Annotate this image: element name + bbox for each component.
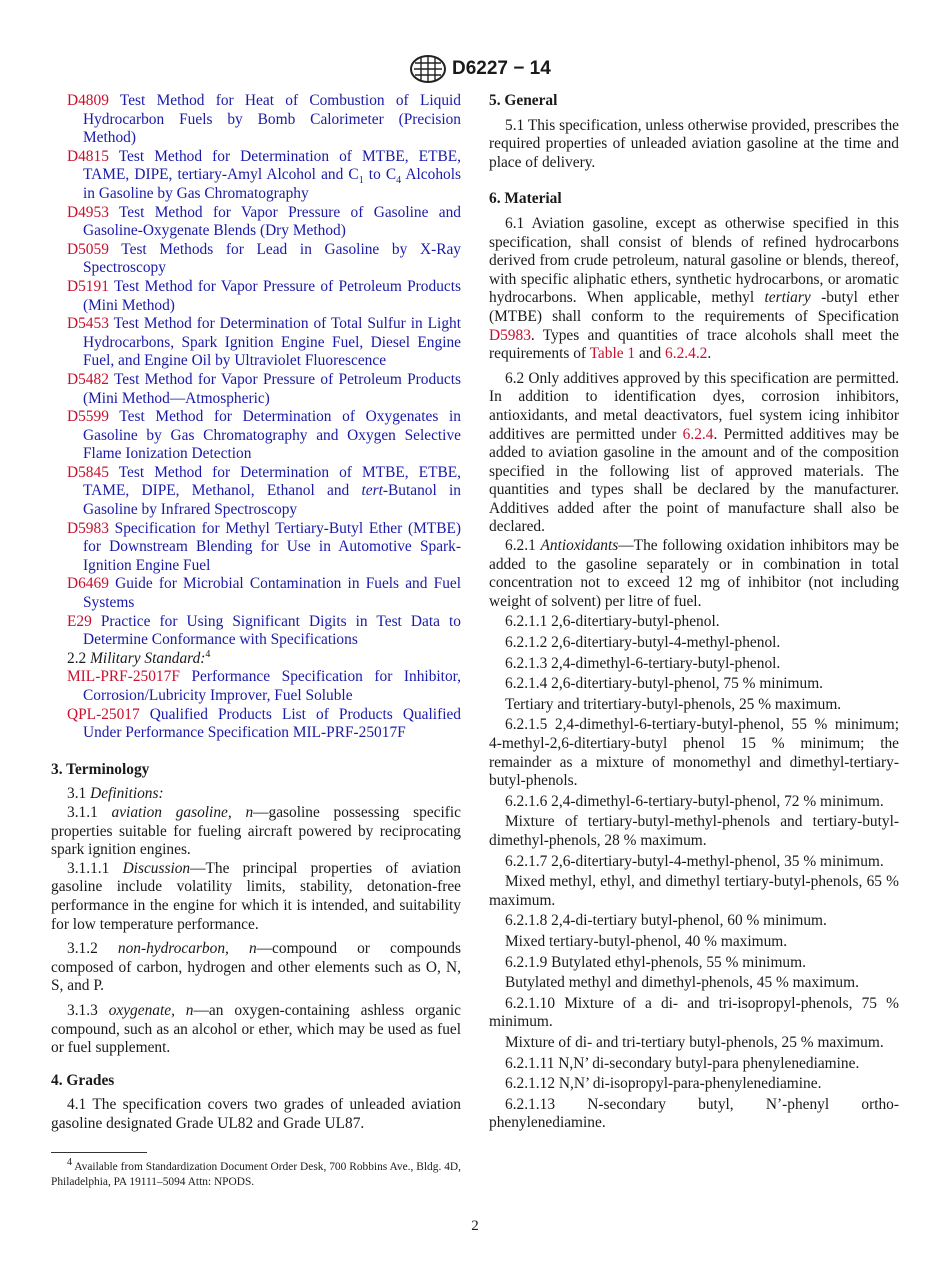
ref-item <box>51 464 461 520</box>
paragraph-3-1-3: 3.1.3 oxygenate, n—an oxygen-containing ashless organic compound, such as an alcohol or ether, which may be used as fuel or fuel supplement. <box>51 1001 461 1057</box>
left-column <box>51 92 461 1133</box>
ref-title[interactable]: Test Method for Determination of MTBE, ETBE, TAME, DIPE, Methanol, Ethanol and tert-Butanol in Gasoline by Infrared Spectroscopy <box>83 463 461 519</box>
list-item: Mixed methyl, ethyl, and dimethyl tertiary-butyl-phenols, 65 % maximum. <box>489 873 899 909</box>
paragraph-6-1: 6.1 Aviation gasoline, except as otherwise specified in this specification, shall consist of blends of refined hydrocarbons derived from crude petroleum, natural gasoline or blends, thereof, with specific aliphatic ethers, synthetic hydrocarbons, or aromatic hydrocarbons. When applicable, methyl tertiary -butyl ether (MTBE) shall conform to the requirements of Specification D5983. Types and quantities of trace alcohols shall meet the requirements of Table 1 and 6.2.4.2. <box>489 214 900 363</box>
ref-item <box>51 278 461 315</box>
paragraph-6-2-1: 6.2.1 Antioxidants—The following oxidation inhibitors may be added to the gasoline separately or in combination in total concentration not to exceed 12 mg of inhibitor (not including weight of solvent) per litre of fuel. <box>489 537 899 610</box>
section-heading-grades: 4. Grades <box>51 1071 115 1089</box>
ref-title[interactable]: Test Method for Vapor Pressure of Petroleum Products (Mini Method) <box>83 277 461 314</box>
ref-item <box>51 668 461 705</box>
ref-title[interactable]: Test Methods for Lead in Gasoline by X-Ray Spectroscopy <box>83 240 461 277</box>
ref-title[interactable]: Test Method for Heat of Combustion of Liquid Hydrocarbon Fuels by Bomb Calorimeter (Precision Method) <box>83 92 461 147</box>
list-item: 6.2.1.10 Mixture of a di- and tri-isopropyl-phenols, 75 % minimum. <box>489 994 899 1031</box>
ref-link[interactable]: D6469 <box>67 575 109 593</box>
ref-title[interactable]: Qualified Products List of Products Qualified Under Performance Specification MIL-PRF-25017F <box>83 705 461 742</box>
ref-link[interactable]: QPL-25017 <box>67 705 140 723</box>
list-item: 6.2.1.4 2,6-ditertiary-butyl-phenol, 75 % minimum. <box>505 675 824 693</box>
paragraph-6-2: 6.2 Only additives approved by this specification are permitted. In addition to identification dyes, corrosion inhibitors, antioxidants, and metal deactivators, fuel system icing inhibitor additives are permitted under 6.2.4. Permitted additives may be added to aviation gasoline in the amount and of the composition specified in the following list of approved materials. The quantities and types shall be declared by the manufacturer. Additives added after the point of manufacture shall also be declared. <box>489 369 899 536</box>
ref-link[interactable]: D4815 <box>67 147 109 165</box>
list-item: 6.2.1.3 2,4-dimethyl-6-tertiary-butyl-phenol. <box>505 654 781 672</box>
ref-item <box>51 241 461 278</box>
paragraph-3-1-1-1: 3.1.1.1 Discussion—The principal properties of aviation gasoline include volatility limits, stability, detonation-free performance in the engine for which it is intended, and suitability for low temperature performance. <box>51 859 461 933</box>
ref-item <box>51 408 461 464</box>
link-d5983[interactable]: D5983 <box>489 326 531 344</box>
section-heading-terminology: 3. Terminology <box>51 760 150 778</box>
list-item: 6.2.1.8 2,4-di-tertiary butyl-phenol, 60 % minimum. <box>505 912 827 930</box>
page-number: 2 <box>471 1218 479 1234</box>
list-item: 6.2.1.7 2,6-ditertiary-butyl-4-methyl-phenol, 35 % minimum. <box>505 852 884 870</box>
ref-item <box>51 371 461 408</box>
footnote-marker[interactable]: 4 <box>205 648 211 660</box>
ref-item <box>51 575 461 612</box>
ref-link[interactable]: D4953 <box>67 203 109 221</box>
list-item: 6.2.1.6 2,4-dimethyl-6-tertiary-butyl-phenol, 72 % minimum. <box>505 792 884 810</box>
ref-link[interactable]: E29 <box>67 612 92 630</box>
section-heading-general: 5. General <box>489 92 558 109</box>
ref-link[interactable]: MIL-PRF-25017F <box>67 668 180 686</box>
paragraph-4-1: 4.1 The specification covers two grades of unleaded aviation gasoline designated Grade UL82 and Grade UL87. <box>51 1096 461 1132</box>
footnote: $^4$ Available from Standardization Document Order Desk, 700 Robbins Ave., Bldg. 4D, Philadelphia, PA 19111–5094 Attn: NPODS. <box>51 1157 461 1188</box>
list-item: 6.2.1.2 2,6-ditertiary-butyl-4-methyl-phenol. <box>505 634 781 652</box>
list-item: Mixed tertiary-butyl-phenol, 40 % maximum. <box>505 932 788 950</box>
ref-title[interactable]: Practice for Using Significant Digits in Test Data to Determine Conformance with Specifications <box>83 612 461 649</box>
right-column <box>489 92 899 1133</box>
ref-title[interactable]: Test Method for Determination of Oxygenates in Gasoline by Gas Chromatography and Oxygen Selective Flame Ionization Detection <box>83 408 461 463</box>
ref-title[interactable]: Test Method for Vapor Pressure of Petroleum Products (Mini Method—Atmospheric) <box>83 370 461 407</box>
page-header <box>0 54 950 88</box>
astm-logo-icon <box>409 54 447 84</box>
paragraph-3-1-2: 3.1.2 non-hydrocarbon, n—compound or compounds composed of carbon, hydrogen and other elements such as O, N, S, and P. <box>51 940 461 995</box>
ref-link[interactable]: D4809 <box>67 92 109 109</box>
ref-item <box>51 315 461 371</box>
list-item: Tertiary and tritertiary-butyl-phenols, 25 % maximum. <box>505 695 842 713</box>
ref-link[interactable]: D5599 <box>67 408 109 426</box>
ref-title[interactable]: Guide for Microbial Contamination in Fuels and Fuel Systems <box>83 575 461 612</box>
ref-title[interactable]: Test Method for Determination of Total Sulfur in Light Hydrocarbons, Spark Ignition Engine Fuel, Diesel Engine Fuel, and Engine Oil by Ultraviolet Fluorescence <box>83 315 461 370</box>
list-item: 6.2.1.5 2,4-dimethyl-6-tertiary-butyl-phenol, 55 % minimum; 4-methyl-2,6-ditertiary-butyl phenol 15 % minimum; the remainder as a mixture of monomethyl and dimethyl-tertiary-butyl-phenols. <box>489 716 899 790</box>
ref-link[interactable]: D5482 <box>67 370 109 388</box>
section-heading-material: 6. Material <box>489 190 562 208</box>
list-item: 6.2.1.1 2,6-ditertiary-butyl-phenol. <box>505 613 720 631</box>
ref-item <box>51 520 461 576</box>
military-standard-heading: 2.2 Military Standard:$^4$ <box>67 648 211 667</box>
ref-title[interactable]: Specification for Methyl Tertiary-Butyl Ether (MTBE) for Downstream Blending for Use in Automotive Spark-Ignition Engine Fuel <box>83 519 461 574</box>
link-6-2-4-2[interactable]: 6.2.4.2 <box>665 345 708 363</box>
ref-title[interactable]: Test Method for Vapor Pressure of Gasoline and Gasoline-Oxygenate Blends (Dry Method) <box>83 203 461 240</box>
ref-title[interactable]: Performance Specification for Inhibitor, Corrosion/Lubricity Improver, Fuel Soluble <box>83 668 461 704</box>
list-item: 6.2.1.13 N-secondary butyl, N’-phenyl ortho-phenylenediamine. <box>489 1095 899 1132</box>
ref-item <box>51 92 461 148</box>
link-table-1[interactable]: Table 1 <box>589 345 636 363</box>
paragraph-3-1: 3.1 Definitions: <box>67 785 164 803</box>
paragraph-5-1: 5.1 This specification, unless otherwise provided, prescribes the required properties of unleaded aviation gasoline at the time and place of delivery. <box>489 116 899 171</box>
list-item: 6.2.1.9 Butylated ethyl-phenols, 55 % minimum. <box>505 953 806 971</box>
ref-item <box>51 204 461 241</box>
footnote-divider <box>51 1152 147 1153</box>
ref-item <box>51 613 461 650</box>
list-item: Butylated methyl and dimethyl-phenols, 45 % maximum. <box>505 974 859 992</box>
paragraph-3-1-1: 3.1.1 aviation gasoline, n—gasoline possessing specific properties suitable for fueling aircraft powered by reciprocating spark ignition engines. <box>51 803 461 859</box>
ref-title[interactable]: Test Method for Determination of MTBE, ETBE, TAME, DIPE, tertiary-Amyl Alcohol and $C_1$ to $C_4$ Alcohols in Gasoline by Gas Chromatography <box>83 147 461 202</box>
list-item: Mixture of tertiary-butyl-methyl-phenols and tertiary-butyl-dimethyl-phenols, 28 % maximum. <box>489 813 899 849</box>
ref-link[interactable]: D5845 <box>67 463 109 481</box>
list-item: 6.2.1.11 N,N’ di-secondary butyl-para phenylenediamine. <box>505 1054 860 1072</box>
ref-link[interactable]: D5983 <box>67 519 109 537</box>
ref-link[interactable]: D5453 <box>67 315 109 333</box>
ref-item <box>51 148 461 204</box>
list-item: Mixture of di- and tri-tertiary butyl-phenols, 25 % maximum. <box>505 1033 884 1051</box>
link-6-2-4[interactable]: 6.2.4 <box>682 425 714 443</box>
document-number: D6227 − 14 <box>452 58 551 79</box>
ref-link[interactable]: D5059 <box>67 240 109 258</box>
list-item: 6.2.1.12 N,N’ di-isopropyl-para-phenylenediamine. <box>505 1075 822 1093</box>
ref-item <box>51 706 461 743</box>
ref-link[interactable]: D5191 <box>67 277 109 295</box>
